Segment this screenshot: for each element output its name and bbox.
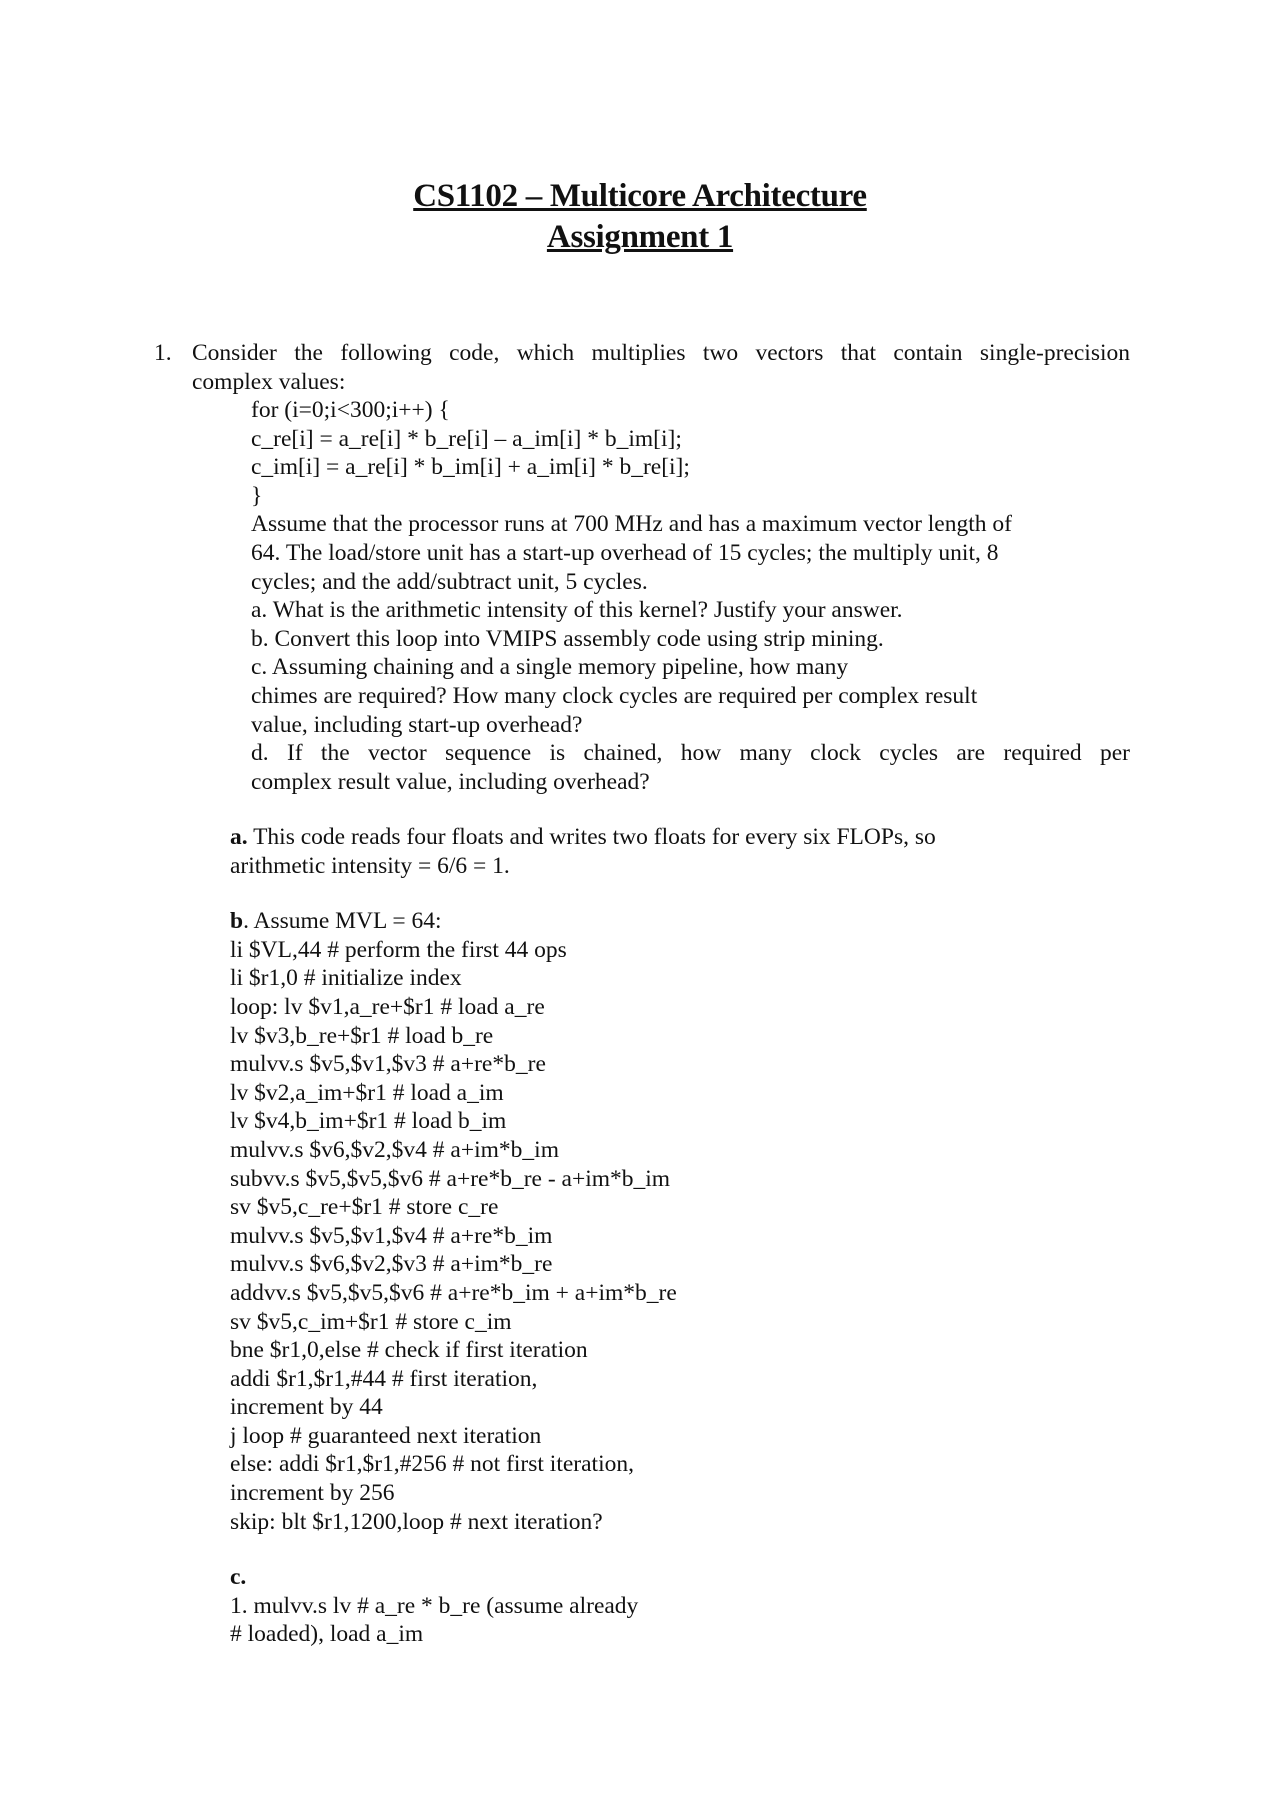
asm-line: li $VL,44 # perform the first 44 ops (230, 936, 567, 963)
answer-a (230, 823, 1130, 852)
answer-a-text: arithmetic intensity = 6/6 = 1. (230, 852, 510, 879)
course-title: CS1102 – Multicore Architecture (413, 178, 867, 214)
part-d-question: complex result value, including overhead? (251, 768, 650, 795)
asm-line: increment by 44 (230, 1394, 383, 1421)
asm-line: skip: blt $r1,1200,loop # next iteration? (230, 1508, 603, 1535)
assumption-line: cycles; and the add/subtract unit, 5 cycles. (251, 568, 648, 595)
assumption-line: Assume that the processor runs at 700 MHz and has a maximum vector length of (251, 511, 1012, 538)
answers-section (230, 823, 1130, 1649)
answer-c-text: 1. mulvv.s lv # a_re * b_re (assume already (230, 1592, 639, 1619)
answer-b-heading-text: . Assume MVL = 64: (243, 908, 442, 935)
question-body (251, 396, 1130, 796)
part-c-question: chimes are required? How many clock cycles are required per complex result (251, 682, 978, 709)
asm-line: lv $v3,b_re+$r1 # load b_re (230, 1022, 494, 1049)
answer-b-heading (230, 907, 1130, 936)
part-a-question: a. What is the arithmetic intensity of this kernel? Justify your answer. (251, 597, 903, 624)
answer-b-label: b (230, 908, 244, 935)
asm-line: increment by 256 (230, 1480, 395, 1507)
question-intro-line: Consider the following code, which multiplies two vectors that contain single-precision (192, 340, 1130, 366)
asm-line: else: addi $r1,$r1,#256 # not first iteration, (230, 1451, 634, 1478)
code-line: c_im[i] = a_re[i] * b_im[i] + a_im[i] * b_re[i]; (251, 454, 690, 481)
asm-line: sv $v5,c_re+$r1 # store c_re (230, 1194, 499, 1221)
asm-line: sv $v5,c_im+$r1 # store c_im (230, 1308, 512, 1335)
code-line: for (i=0;i<300;i++) { (251, 397, 450, 423)
question-intro (192, 339, 1130, 396)
answer-a-label: a. (230, 824, 248, 850)
asm-line: mulvv.s $v5,$v1,$v3 # a+re*b_re (230, 1051, 546, 1078)
asm-line: j loop # guaranteed next iteration (230, 1422, 542, 1449)
answer-c-label: c. (230, 1564, 247, 1591)
asm-line: mulvv.s $v6,$v2,$v3 # a+im*b_re (230, 1251, 553, 1278)
code-line: c_re[i] = a_re[i] * b_re[i] – a_im[i] * b_im[i]; (251, 425, 682, 452)
asm-line: mulvv.s $v5,$v1,$v4 # a+re*b_im (230, 1222, 553, 1249)
asm-line: subvv.s $v5,$v5,$v6 # a+re*b_re - a+im*b_im (230, 1165, 671, 1192)
asm-line: loop: lv $v1,a_re+$r1 # load a_re (230, 993, 545, 1020)
answer-c-text: # loaded), load a_im (230, 1621, 424, 1648)
part-c-question: value, including start-up overhead? (251, 711, 583, 738)
asm-line: bne $r1,0,else # check if first iteration (230, 1337, 588, 1364)
asm-line: li $r1,0 # initialize index (230, 965, 462, 992)
question-intro-line: complex values: (192, 368, 346, 395)
part-d-question: d. If the vector sequence is chained, how many clock cycles are required per (251, 740, 1130, 767)
asm-line: lv $v4,b_im+$r1 # load b_im (230, 1108, 507, 1135)
part-b-question: b. Convert this loop into VMIPS assembly code using strip mining. (251, 625, 884, 652)
asm-line: addi $r1,$r1,#44 # first iteration, (230, 1365, 538, 1392)
document-title (0, 176, 1280, 258)
assignment-title: Assignment 1 (546, 219, 734, 255)
part-c-question: c. Assuming chaining and a single memory pipeline, how many (251, 654, 849, 681)
answer-a-text: This code reads four floats and writes two floats for every six FLOPs, so (247, 824, 936, 850)
asm-line: mulvv.s $v6,$v2,$v4 # a+im*b_im (230, 1136, 559, 1163)
asm-line: lv $v2,a_im+$r1 # load a_im (230, 1079, 504, 1106)
assumption-line: 64. The load/store unit has a start-up overhead of 15 cycles; the multiply unit, 8 (251, 539, 999, 566)
code-line: } (251, 482, 263, 509)
question-number: 1. (154, 340, 172, 366)
asm-line: addvv.s $v5,$v5,$v6 # a+re*b_im + a+im*b_re (230, 1279, 677, 1306)
